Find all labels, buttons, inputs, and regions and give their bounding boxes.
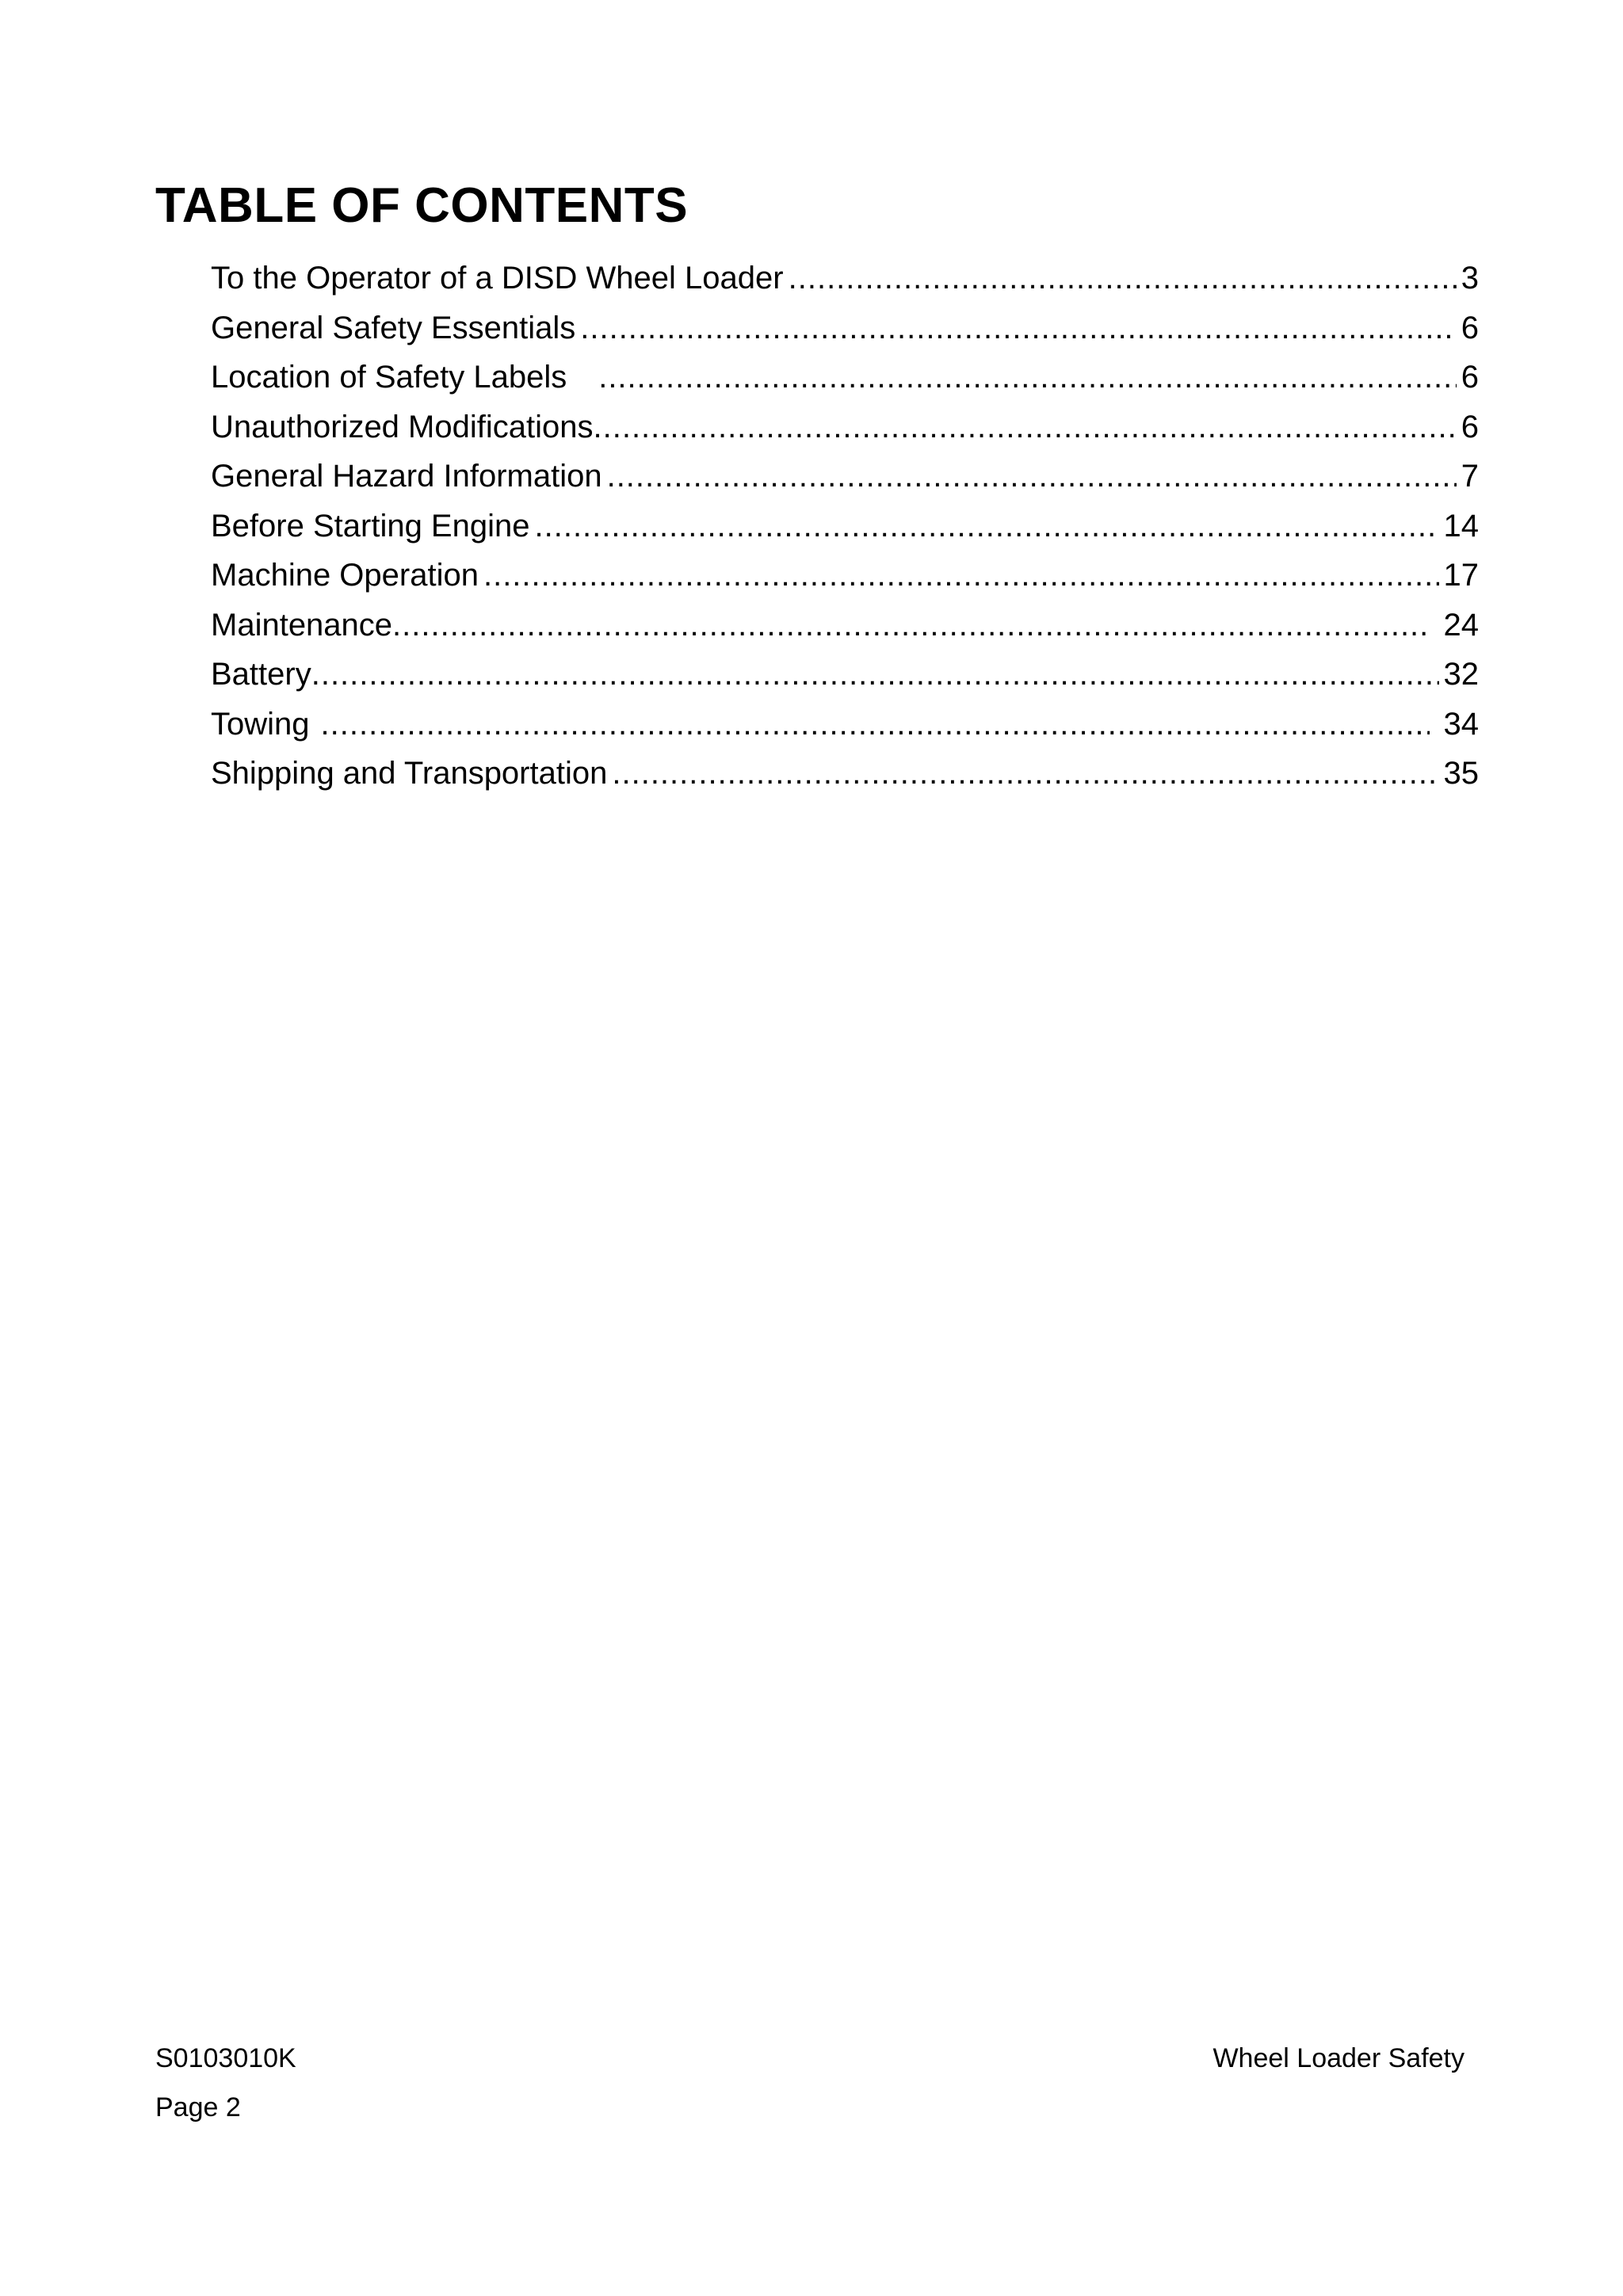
toc-entry-page: 17 (1443, 558, 1479, 593)
table-of-contents (211, 254, 1479, 799)
toc-entry-label: Unauthorized Modifications (211, 409, 594, 444)
toc-entry-page: 32 (1443, 657, 1479, 692)
toc-entry[interactable] (211, 303, 1479, 353)
toc-entry-label: General Hazard Information (211, 459, 602, 494)
toc-dot-leader (311, 650, 1439, 699)
toc-entry-label: General Safety Essentials (211, 310, 576, 345)
toc-dot-leader (580, 303, 1457, 353)
toc-dot-leader (607, 452, 1457, 501)
toc-entry[interactable] (211, 402, 1479, 452)
toc-entry-label: Machine Operation (211, 558, 479, 593)
toc-entry-label: Location of Safety Labels (211, 360, 567, 395)
toc-entry-label: Shipping and Transportation (211, 756, 608, 791)
toc-entry-page: 14 (1443, 508, 1479, 543)
toc-entry[interactable] (211, 502, 1479, 551)
toc-entry[interactable] (211, 353, 1479, 402)
toc-dot-leader (789, 254, 1457, 303)
toc-entry[interactable] (211, 650, 1479, 700)
toc-dot-leader (598, 353, 1457, 402)
toc-entry-page: 34 (1443, 706, 1479, 742)
toc-dot-leader (321, 700, 1430, 749)
toc-dot-leader (483, 551, 1439, 600)
footer-document-id: S0103010K (155, 2043, 296, 2073)
toc-entry[interactable] (211, 452, 1479, 502)
toc-entry-page: 35 (1443, 756, 1479, 791)
toc-entry-page: 6 (1461, 310, 1479, 345)
toc-entry[interactable] (211, 749, 1479, 799)
footer-page-number: Page 2 (155, 2092, 241, 2122)
toc-entry[interactable] (211, 700, 1479, 749)
toc-entry[interactable] (211, 551, 1479, 601)
toc-entry-label: Maintenance (211, 607, 393, 643)
toc-entry[interactable] (211, 601, 1479, 650)
toc-entry-page: 24 (1443, 607, 1479, 643)
toc-dot-leader (593, 402, 1456, 452)
toc-entry-label: Towing (211, 706, 310, 742)
page-title: TABLE OF CONTENTS (155, 178, 689, 233)
toc-entry[interactable] (211, 254, 1479, 303)
toc-entry-page: 7 (1461, 459, 1479, 494)
toc-entry-label: Before Starting Engine (211, 508, 530, 543)
toc-entry-page: 3 (1461, 261, 1479, 296)
toc-entry-label: Battery (211, 657, 311, 692)
toc-dot-leader (534, 502, 1438, 551)
toc-dot-leader (392, 601, 1429, 650)
toc-entry-page: 6 (1461, 360, 1479, 395)
toc-dot-leader (612, 749, 1438, 798)
toc-entry-page: 6 (1461, 409, 1479, 444)
toc-entry-label: To the Operator of a DISD Wheel Loader (211, 261, 784, 296)
footer-document-title: Wheel Loader Safety (1212, 2043, 1465, 2073)
